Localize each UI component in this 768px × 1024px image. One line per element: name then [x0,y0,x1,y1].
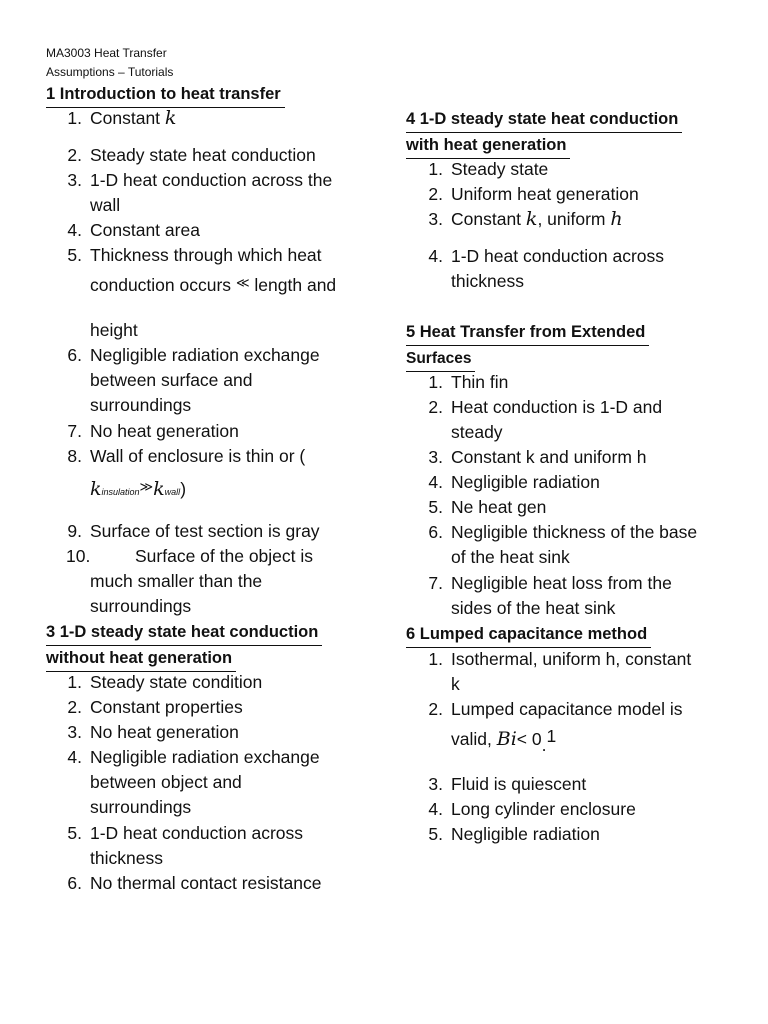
section-1-heading: 1 Introduction to heat transfer [46,82,285,108]
section-5-heading: 5 Heat Transfer from Extended Surfaces [406,320,649,372]
much-less-than-symbol: ≪ [235,275,250,290]
insulation-wall-formula: kinsulation≫kwall) [90,478,187,500]
document-page: MA3003 Heat Transfer Assumptions – Tutorials 1 Introduction to heat transfer 1. Constant k 2. Steady state heat conduction 3. 1-D heat conduction across the wall 4. Constant area 5. Thickness through which heat conduction occurs ≪ length and height 6. Negligible radiation exchange between surface and surroundings 7. No heat generation 8. Wall of enclosure is thin or ( kinsulation≫kwall) 9. Surface of test section is gray 10. Surface of the object is much smaller than the surroundings 3 1-D steady state heat conduction without heat generation 1. Steady state condition 2. Constant properties 3. No heat generation 4. Negligible radiation exchange between object and surroundings 5. 1-D heat conduction across thickness 6. No thermal contact resistance 4 1-D steady state heat conduction with heat generation 1. Steady state 2. Uniform heat generation 3. Constant k, uniform h 4. 1-D heat conduction across thickness 5 Heat Transfer from Extended Surfaces 1. Thin fin 2. Heat conduction is 1-D and steady 3. Constant k and uniform h 4. Negligible radiation 5. Ne heat gen 6. Negligible thickness of the base of the heat sink 7. Negligible heat loss from the sides of the heat sink 6 Lumped capacitance method 1. Isothermal, uniform h, constant k 2. Lumped capacitance model is valid, Bi< 0.1 3. Fluid is quiescent 4. Long cylinder enclosure 5. Negligible radiation [46,46,698,893]
section-3-heading: 3 1-D steady state heat conduction without heat generation [46,620,322,672]
section-6-heading: 6 Lumped capacitance method [406,622,651,648]
biot-condition: valid, Bi< 0.1 [451,726,557,755]
section-4-heading: 4 1-D steady state heat conduction with heat generation [406,107,682,159]
document-subtitle: Assumptions – Tutorials [46,65,174,79]
math-k: k [164,107,177,129]
course-title: MA3003 Heat Transfer [46,46,167,60]
